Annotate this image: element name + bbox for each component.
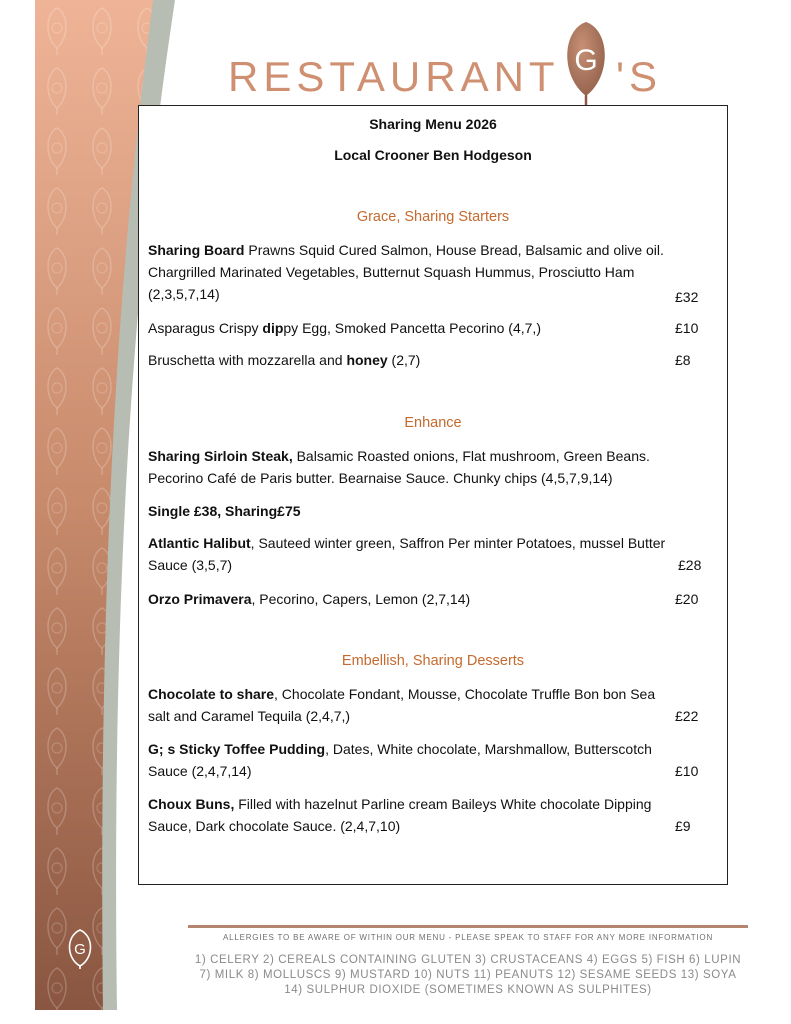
item-price: £28 xyxy=(678,557,702,573)
item-description: Sauce (2,4,7,14) xyxy=(148,763,252,779)
footer-divider xyxy=(188,925,748,928)
menu-item xyxy=(148,500,718,522)
item-description: Sauce, Dark chocolate Sauce. (2,4,7,10) xyxy=(148,818,401,834)
item-description: Bruschetta with mozzarella and xyxy=(148,352,347,368)
brand-word: RESTAURANT xyxy=(228,53,560,100)
menu-item xyxy=(148,738,718,782)
item-description: , Pecorino, Capers, Lemon (2,7,14) xyxy=(251,591,471,607)
item-price: £32 xyxy=(675,289,699,305)
item-price: £22 xyxy=(675,708,699,724)
menu-item xyxy=(148,239,718,305)
section-title: Enhance xyxy=(404,415,462,431)
restaurant-logo xyxy=(228,18,698,108)
leaf-logo-icon xyxy=(558,18,614,108)
brand-suffix: 'S xyxy=(616,53,663,100)
item-name: Chocolate to share xyxy=(148,686,275,702)
allergy-notice: ALLERGIES TO BE AWARE OF WITHIN OUR MENU - PLEASE SPEAK TO STAFF FOR ANY MORE INFORMATION xyxy=(222,933,714,942)
menu-item xyxy=(148,683,718,727)
allergen-list-line: 7) MILK 8) MOLLUSCS 9) MUSTARD 10) NUTS 11) PEANUTS 12) SESAME SEEDS 13) SOYA xyxy=(199,969,737,981)
item-description: , Sauteed winter green, Saffron Per minter Potatoes, mussel Butter xyxy=(250,535,666,551)
section-title: Embellish, Sharing Desserts xyxy=(341,653,525,669)
item-name: Sharing Board xyxy=(148,242,245,258)
item-description: Sauce (3,5,7) xyxy=(148,557,233,573)
item-name: Atlantic Halibut xyxy=(148,535,251,551)
item-allergens: (2,3,5,7,14) xyxy=(148,286,220,302)
item-highlight: honey xyxy=(346,352,388,368)
item-description: Balsamic Roasted onions, Flat mushroom, Green Beans. xyxy=(292,448,650,464)
section-title: Grace, Sharing Starters xyxy=(356,209,510,225)
item-name: Choux Buns, xyxy=(148,796,235,812)
logo-letter: G xyxy=(574,44,598,77)
item-description: Chargrilled Marinated Vegetables, Butternut Squash Hummus, Prosciutto Ham xyxy=(148,264,635,280)
item-description: Asparagus Crispy xyxy=(148,320,263,336)
menu-item xyxy=(148,317,718,339)
menu-item xyxy=(148,793,718,837)
item-description: Prawns Squid Cured Salmon, House Bread, Balsamic and olive oil. xyxy=(244,242,664,258)
menu-card xyxy=(138,105,728,885)
item-description: py Egg, Smoked Pancetta Pecorino (4,7,) xyxy=(283,320,541,336)
allergen-list-line: 1) CELERY 2) CEREALS CONTAINING GLUTEN 3) CRUSTACEANS 4) EGGS 5) FISH 6) LUPIN xyxy=(194,954,742,966)
item-price-options: Single £38, Sharing£75 xyxy=(148,503,301,519)
item-description: Pecorino Café de Paris butter. Bearnaise Sauce. Chunky chips (4,5,7,9,14) xyxy=(148,470,613,486)
menu-item xyxy=(148,445,718,489)
item-price: £9 xyxy=(675,818,691,834)
allergen-list-line: 14) SULPHUR DIOXIDE (SOMETIMES KNOWN AS SULPHITES) xyxy=(284,984,652,996)
menu-subtitle: Local Crooner Ben Hodgeson xyxy=(334,147,532,163)
item-description: (2,7) xyxy=(387,352,421,368)
item-price: £10 xyxy=(675,763,699,779)
menu-item xyxy=(148,588,718,610)
item-price: £8 xyxy=(675,352,691,368)
menu-title: Sharing Menu 2026 xyxy=(369,116,497,132)
item-description: , Dates, White chocolate, Marshmallow, Butterscotch xyxy=(325,741,652,757)
item-name: G; s Sticky Toffee Pudding xyxy=(148,741,326,757)
item-description: Filled with hazelnut Parline cream Baileys White chocolate Dipping xyxy=(234,796,652,812)
item-highlight: dip xyxy=(262,320,284,336)
item-name: Orzo Primavera xyxy=(148,591,252,607)
item-price: £10 xyxy=(675,320,699,336)
item-name: Sharing Sirloin Steak, xyxy=(148,448,293,464)
footer-logo-letter: G xyxy=(74,941,86,958)
menu-item xyxy=(148,532,718,576)
item-description: , Chocolate Fondant, Mousse, Chocolate Truffle Bon bon Sea xyxy=(274,686,656,702)
item-description: salt and Caramel Tequila (2,4,7,) xyxy=(148,708,351,724)
item-price: £20 xyxy=(675,591,699,607)
menu-item xyxy=(148,349,718,371)
footer-leaf-logo-icon xyxy=(62,928,98,970)
